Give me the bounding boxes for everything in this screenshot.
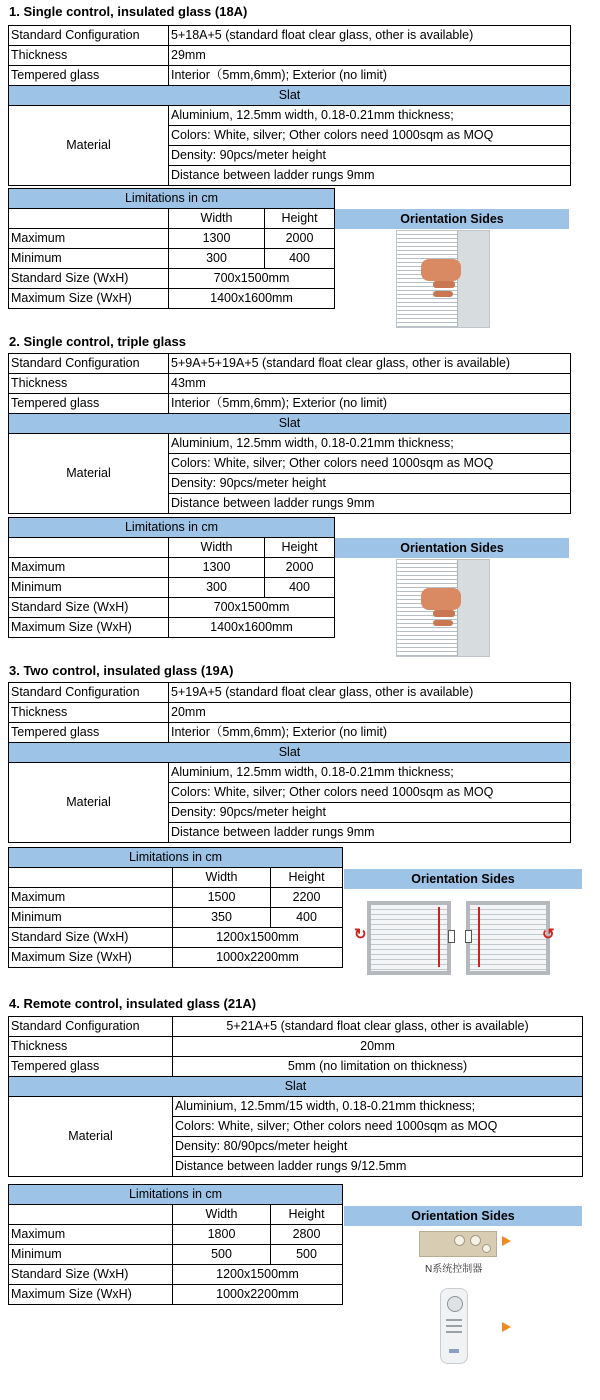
remote-button-icon — [446, 1325, 462, 1327]
standard-configuration-label: Standard Configuration — [9, 1017, 173, 1037]
arrow-right-icon — [502, 1322, 511, 1332]
material-label: Material — [9, 434, 169, 514]
empty-cell — [9, 209, 169, 229]
standard-configuration-label: Standard Configuration — [9, 683, 169, 703]
standard-size-label: Standard Size (WxH) — [9, 1265, 173, 1285]
limitations-header: Limitations in cm — [9, 1185, 343, 1205]
tempered-glass-label: Tempered glass — [9, 394, 169, 414]
limitations-header: Limitations in cm — [9, 848, 343, 868]
limitations-header: Limitations in cm — [9, 189, 335, 209]
material-row: Aluminium, 12.5mm width, 0.18-0.21mm thickness; — [169, 434, 571, 454]
empty-cell — [9, 868, 173, 888]
thickness-value: 20mm — [173, 1037, 583, 1057]
material-row: Colors: White, silver; Other colors need 1000sqm as MOQ — [169, 783, 571, 803]
rotate-arrow-icon: ↺ — [542, 926, 555, 943]
width-header: Width — [173, 1205, 271, 1225]
section-1-limitations-table — [8, 188, 335, 309]
thickness-value: 43mm — [169, 374, 571, 394]
maximum-height: 2200 — [271, 888, 343, 908]
minimum-height: 400 — [265, 249, 335, 269]
cord-line — [438, 907, 440, 967]
minimum-width: 350 — [173, 908, 271, 928]
maximum-width: 1800 — [173, 1225, 271, 1245]
thickness-label: Thickness — [9, 703, 169, 723]
thickness-value: 29mm — [169, 46, 571, 66]
window-frame — [457, 560, 490, 656]
material-row: Distance between ladder rungs 9mm — [169, 823, 571, 843]
hand-image — [421, 259, 461, 281]
material-row: Colors: White, silver; Other colors need 1000sqm as MOQ — [169, 454, 571, 474]
minimum-height: 400 — [265, 578, 335, 598]
maximum-label: Maximum — [9, 558, 169, 578]
width-header: Width — [173, 868, 271, 888]
standard-size-value: 700x1500mm — [169, 269, 335, 289]
section-3-spec-table — [8, 682, 571, 843]
section-4-spec-table — [8, 1016, 583, 1177]
maximum-size-label: Maximum Size (WxH) — [9, 289, 169, 309]
material-row: Distance between ladder rungs 9/12.5mm — [173, 1157, 583, 1177]
section-3-title: 3. Two control, insulated glass (19A) — [9, 663, 234, 678]
remote-logo-icon — [449, 1349, 459, 1353]
minimum-label: Minimum — [9, 908, 173, 928]
window-blind-image — [396, 559, 490, 657]
slat-header: Slat — [9, 414, 571, 434]
rotate-arrow-icon: ↻ — [354, 926, 367, 943]
standard-configuration-value: 5+19A+5 (standard float clear glass, other is available) — [169, 683, 571, 703]
standard-size-value: 700x1500mm — [169, 598, 335, 618]
minimum-label: Minimum — [9, 1245, 173, 1265]
section-1-title: 1. Single control, insulated glass (18A) — [9, 4, 248, 19]
remote-control-image — [440, 1288, 468, 1364]
finger-image — [433, 291, 453, 297]
maximum-size-value: 1000x2200mm — [173, 948, 343, 968]
section-1-spec-table — [8, 25, 571, 186]
standard-configuration-value: 5+21A+5 (standard float clear glass, other is available) — [173, 1017, 583, 1037]
material-row: Distance between ladder rungs 9mm — [169, 494, 571, 514]
window-blind-image — [396, 230, 490, 328]
material-row: Colors: White, silver; Other colors need 1000sqm as MOQ — [173, 1117, 583, 1137]
tempered-glass-value: 5mm (no limitation on thickness) — [173, 1057, 583, 1077]
height-header: Height — [271, 868, 343, 888]
section-4-limitations-table — [8, 1184, 343, 1305]
orientation-sides-header: Orientation Sides — [344, 869, 582, 889]
standard-size-value: 1200x1500mm — [173, 928, 343, 948]
slat-header: Slat — [9, 743, 571, 763]
maximum-height: 2800 — [271, 1225, 343, 1245]
minimum-label: Minimum — [9, 578, 169, 598]
section-2-spec-table — [8, 353, 571, 514]
standard-size-value: 1200x1500mm — [173, 1265, 343, 1285]
minimum-width: 300 — [169, 578, 265, 598]
maximum-label: Maximum — [9, 1225, 173, 1245]
empty-cell — [9, 538, 169, 558]
window-frame — [457, 231, 490, 327]
maximum-size-label: Maximum Size (WxH) — [9, 618, 169, 638]
section-4-title: 4. Remote control, insulated glass (21A) — [9, 996, 257, 1011]
maximum-size-value: 1400x1600mm — [169, 618, 335, 638]
tempered-glass-row — [9, 66, 571, 86]
maximum-width: 1300 — [169, 229, 265, 249]
tempered-glass-label: Tempered glass — [9, 723, 169, 743]
remote-dpad-icon — [447, 1296, 463, 1312]
standard-configuration-value: 5+9A+5+19A+5 (standard float clear glass, other is available) — [169, 354, 571, 374]
tempered-glass-value: Interior（5mm,6mm); Exterior (no limit) — [169, 66, 571, 86]
minimum-height: 500 — [271, 1245, 343, 1265]
orientation-sides-header: Orientation Sides — [335, 538, 569, 558]
slat-header: Slat — [9, 86, 571, 106]
thickness-label: Thickness — [9, 374, 169, 394]
finger-image — [433, 281, 455, 288]
finger-image — [433, 610, 455, 617]
standard-size-label: Standard Size (WxH) — [9, 269, 169, 289]
height-header: Height — [265, 209, 335, 229]
orientation-sides-header: Orientation Sides — [335, 209, 569, 229]
remote-button-icon — [446, 1319, 462, 1321]
controller-button-icon — [482, 1244, 491, 1253]
tempered-glass-value: Interior（5mm,6mm); Exterior (no limit) — [169, 723, 571, 743]
material-row: Aluminium, 12.5mm width, 0.18-0.21mm thickness; — [169, 763, 571, 783]
wall-controller-image — [419, 1231, 497, 1257]
standard-configuration-label: Standard Configuration — [9, 26, 169, 46]
standard-size-label: Standard Size (WxH) — [9, 928, 173, 948]
material-row: Distance between ladder rungs 9mm — [169, 166, 571, 186]
height-header: Height — [265, 538, 335, 558]
tempered-glass-label: Tempered glass — [9, 66, 169, 86]
material-row: Aluminium, 12.5mm/15 width, 0.18-0.21mm thickness; — [173, 1097, 583, 1117]
tempered-glass-label: Tempered glass — [9, 1057, 173, 1077]
maximum-size-label: Maximum Size (WxH) — [9, 948, 173, 968]
arrow-right-icon — [502, 1236, 511, 1246]
orientation-sides-header: Orientation Sides — [344, 1206, 582, 1226]
material-row: Aluminium, 12.5mm width, 0.18-0.21mm thickness; — [169, 106, 571, 126]
thickness-row — [9, 46, 571, 66]
limitations-header: Limitations in cm — [9, 518, 335, 538]
controller-button-icon — [454, 1235, 465, 1246]
slat-header: Slat — [9, 1077, 583, 1097]
thickness-label: Thickness — [9, 46, 169, 66]
material-row: Density: 90pcs/meter height — [169, 803, 571, 823]
minimum-width: 300 — [169, 249, 265, 269]
cord-line — [478, 907, 480, 967]
maximum-width: 1300 — [169, 558, 265, 578]
maximum-size-value: 1000x2200mm — [173, 1285, 343, 1305]
material-label: Material — [9, 763, 169, 843]
control-knob-icon — [448, 930, 455, 943]
remote-button-icon — [446, 1331, 462, 1333]
standard-configuration-label: Standard Configuration — [9, 354, 169, 374]
thickness-value: 20mm — [169, 703, 571, 723]
control-knob-icon — [465, 930, 472, 943]
minimum-width: 500 — [173, 1245, 271, 1265]
empty-cell — [9, 1205, 173, 1225]
minimum-height: 400 — [271, 908, 343, 928]
tempered-glass-value: Interior（5mm,6mm); Exterior (no limit) — [169, 394, 571, 414]
material-label: Material — [9, 1097, 173, 1177]
maximum-label: Maximum — [9, 229, 169, 249]
controller-button-icon — [470, 1235, 481, 1246]
material-row: Density: 80/90pcs/meter height — [173, 1137, 583, 1157]
controller-caption: N系统控制器 — [425, 1264, 483, 1275]
finger-image — [433, 620, 453, 626]
maximum-height: 2000 — [265, 558, 335, 578]
width-header: Width — [169, 209, 265, 229]
standard-configuration-row — [9, 26, 571, 46]
hand-image — [421, 588, 461, 610]
material-row: Density: 90pcs/meter height — [169, 474, 571, 494]
material-row: Colors: White, silver; Other colors need 1000sqm as MOQ — [169, 126, 571, 146]
standard-size-label: Standard Size (WxH) — [9, 598, 169, 618]
maximum-size-value: 1400x1600mm — [169, 289, 335, 309]
section-2-title: 2. Single control, triple glass — [9, 334, 186, 349]
minimum-label: Minimum — [9, 249, 169, 269]
material-row: Density: 90pcs/meter height — [169, 146, 571, 166]
height-header: Height — [271, 1205, 343, 1225]
section-2-limitations-table — [8, 517, 335, 638]
maximum-label: Maximum — [9, 888, 173, 908]
standard-configuration-value: 5+18A+5 (standard float clear glass, other is available) — [169, 26, 571, 46]
section-3-limitations-table — [8, 847, 343, 968]
maximum-width: 1500 — [173, 888, 271, 908]
thickness-label: Thickness — [9, 1037, 173, 1057]
material-label: Material — [9, 106, 169, 186]
maximum-height: 2000 — [265, 229, 335, 249]
maximum-size-label: Maximum Size (WxH) — [9, 1285, 173, 1305]
width-header: Width — [169, 538, 265, 558]
